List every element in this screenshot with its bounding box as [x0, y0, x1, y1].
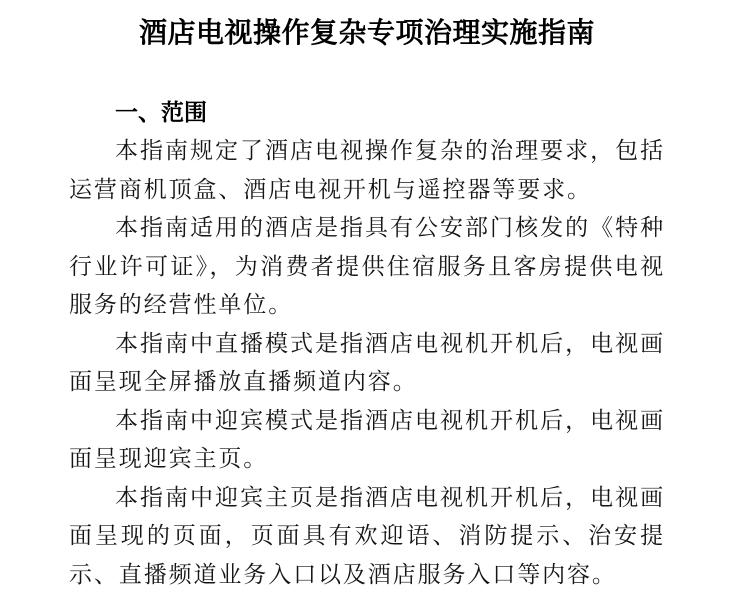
paragraph-treatment-requirements: 本指南规定了酒店电视操作复杂的治理要求，包括运营商机顶盒、酒店电视开机与遥控器等要求。	[69, 138, 665, 202]
paragraph-welcome-mode-definition: 本指南中迎宾模式是指酒店电视机开机后，电视画面呈现迎宾主页。	[69, 407, 665, 471]
document-body	[69, 97, 665, 594]
document-title: 酒店电视操作复杂专项治理实施指南	[138, 17, 595, 48]
section-heading-scope: 一、范围	[115, 99, 207, 125]
paragraph-welcome-homepage-definition: 本指南中迎宾主页是指酒店电视机开机后，电视画面呈现的页面，页面具有欢迎语、消防提示、治安提示、直播频道业务入口以及酒店服务入口等内容。	[69, 484, 665, 587]
paragraph-applicable-hotels: 本指南适用的酒店是指具有公安部门核发的《特种行业许可证》，为消费者提供住宿服务且客房提供电视服务的经营性单位。	[69, 215, 665, 317]
paragraph-live-mode-definition: 本指南中直播模式是指酒店电视机开机后，电视画面呈现全屏播放直播频道内容。	[69, 330, 665, 394]
